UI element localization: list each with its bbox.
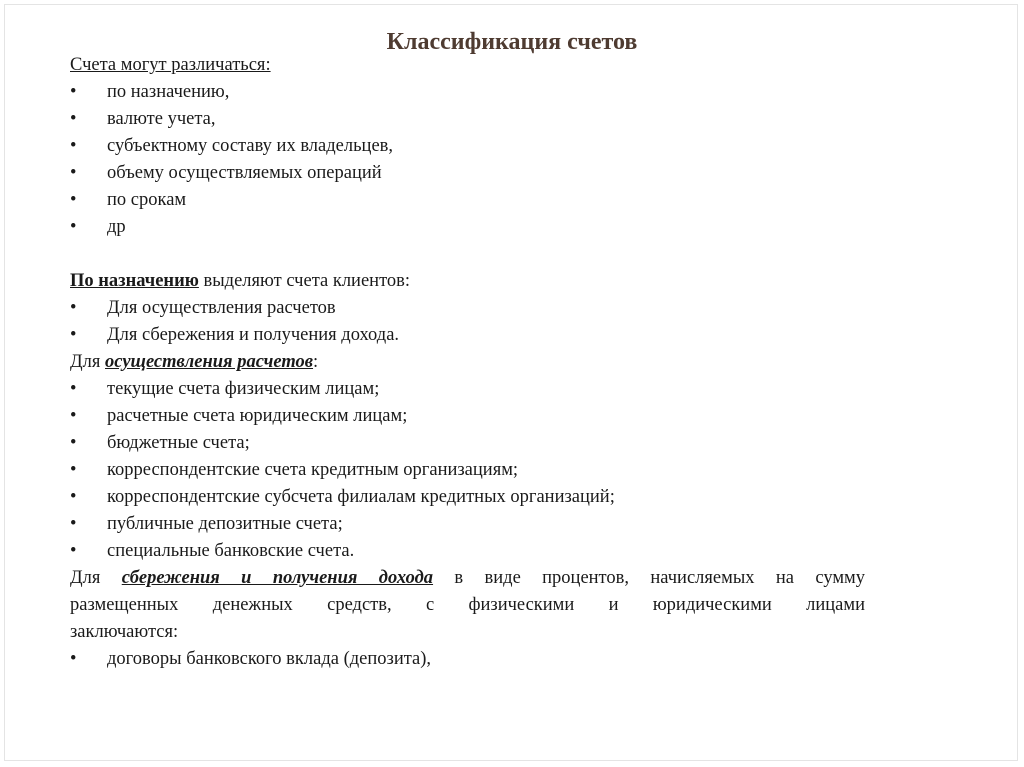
list-item-text: по назначению, [107, 82, 230, 102]
bullet-icon: • [70, 649, 77, 669]
list-item [70, 187, 865, 214]
list-item-text: Для осуществления расчетов [107, 298, 336, 318]
spacer [70, 241, 865, 268]
bullet-icon: • [70, 109, 77, 129]
list-item [70, 133, 865, 160]
list-item-text: Для сбережения и получения дохода. [107, 325, 400, 345]
section3-suffix: : [313, 352, 319, 372]
bullet-icon: • [70, 82, 77, 102]
list-item-text: текущие счета физическим лицам; [107, 379, 380, 399]
section4-prefix: Для [70, 568, 122, 588]
section3-prefix: Для [70, 352, 105, 372]
bullet-icon: • [70, 406, 77, 426]
bullet-icon: • [70, 325, 77, 345]
list-item-text: договоры банковского вклада (депозита), [107, 649, 432, 669]
bullet-icon: • [70, 460, 77, 480]
list-item-text: расчетные счета юридическим лицам; [107, 406, 408, 426]
list-item-text: корреспондентские счета кредитным организациям; [107, 460, 519, 480]
list-item [70, 646, 865, 673]
section1-list [70, 79, 865, 241]
bullet-icon: • [70, 163, 77, 183]
list-item-text: объему осуществляемых операций [107, 163, 382, 183]
bullet-icon: • [70, 379, 77, 399]
section4-paragraph [70, 565, 865, 646]
list-item-text: публичные депозитные счета; [107, 514, 343, 534]
list-item-text: специальные банковские счета. [107, 541, 355, 561]
list-item-text: др [107, 217, 126, 237]
list-item [70, 79, 865, 106]
section1-heading [70, 52, 865, 79]
list-item [70, 457, 865, 484]
list-item-text: по срокам [107, 190, 187, 210]
list-item-text: бюджетные счета; [107, 433, 250, 453]
bullet-icon: • [70, 190, 77, 210]
bullet-icon: • [70, 298, 77, 318]
section2-heading [70, 268, 865, 295]
list-item [70, 511, 865, 538]
section3-heading [70, 349, 865, 376]
section4-line1-rest: в виде процентов, начисляемых на сумму [433, 568, 865, 588]
section4-line2: размещенных денежных средств, с физическими и юридическими лицами [70, 595, 865, 615]
section1-heading-text: Счета могут различаться: [70, 55, 271, 75]
section4-line1 [70, 565, 865, 592]
list-item [70, 295, 865, 322]
bullet-icon: • [70, 136, 77, 156]
slide-title: Классификация счетов [386, 29, 638, 55]
slide-content [70, 52, 865, 673]
section2-heading-rest: выделяют счета клиентов: [198, 271, 411, 291]
bullet-icon: • [70, 217, 77, 237]
section4-emph: сбережения и получения дохода [121, 568, 434, 588]
list-item [70, 403, 865, 430]
list-item-text: субъектному составу их владельцев, [107, 136, 394, 156]
section4-list [70, 646, 865, 673]
list-item [70, 214, 865, 241]
list-item [70, 484, 865, 511]
section3-list [70, 376, 865, 565]
list-item [70, 160, 865, 187]
section4-line3: заключаются: [70, 622, 179, 642]
list-item-text: корреспондентские субсчета филиалам кредитных организаций; [107, 487, 615, 507]
section3-emph: осуществления расчетов [105, 352, 314, 372]
bullet-icon: • [70, 487, 77, 507]
list-item [70, 430, 865, 457]
bullet-icon: • [70, 433, 77, 453]
section2-list [70, 295, 865, 349]
list-item [70, 376, 865, 403]
list-item [70, 106, 865, 133]
list-item-text: валюте учета, [107, 109, 216, 129]
bullet-icon: • [70, 514, 77, 534]
section2-heading-bold: По назначению [70, 271, 199, 291]
bullet-icon: • [70, 541, 77, 561]
list-item [70, 322, 865, 349]
list-item [70, 538, 865, 565]
